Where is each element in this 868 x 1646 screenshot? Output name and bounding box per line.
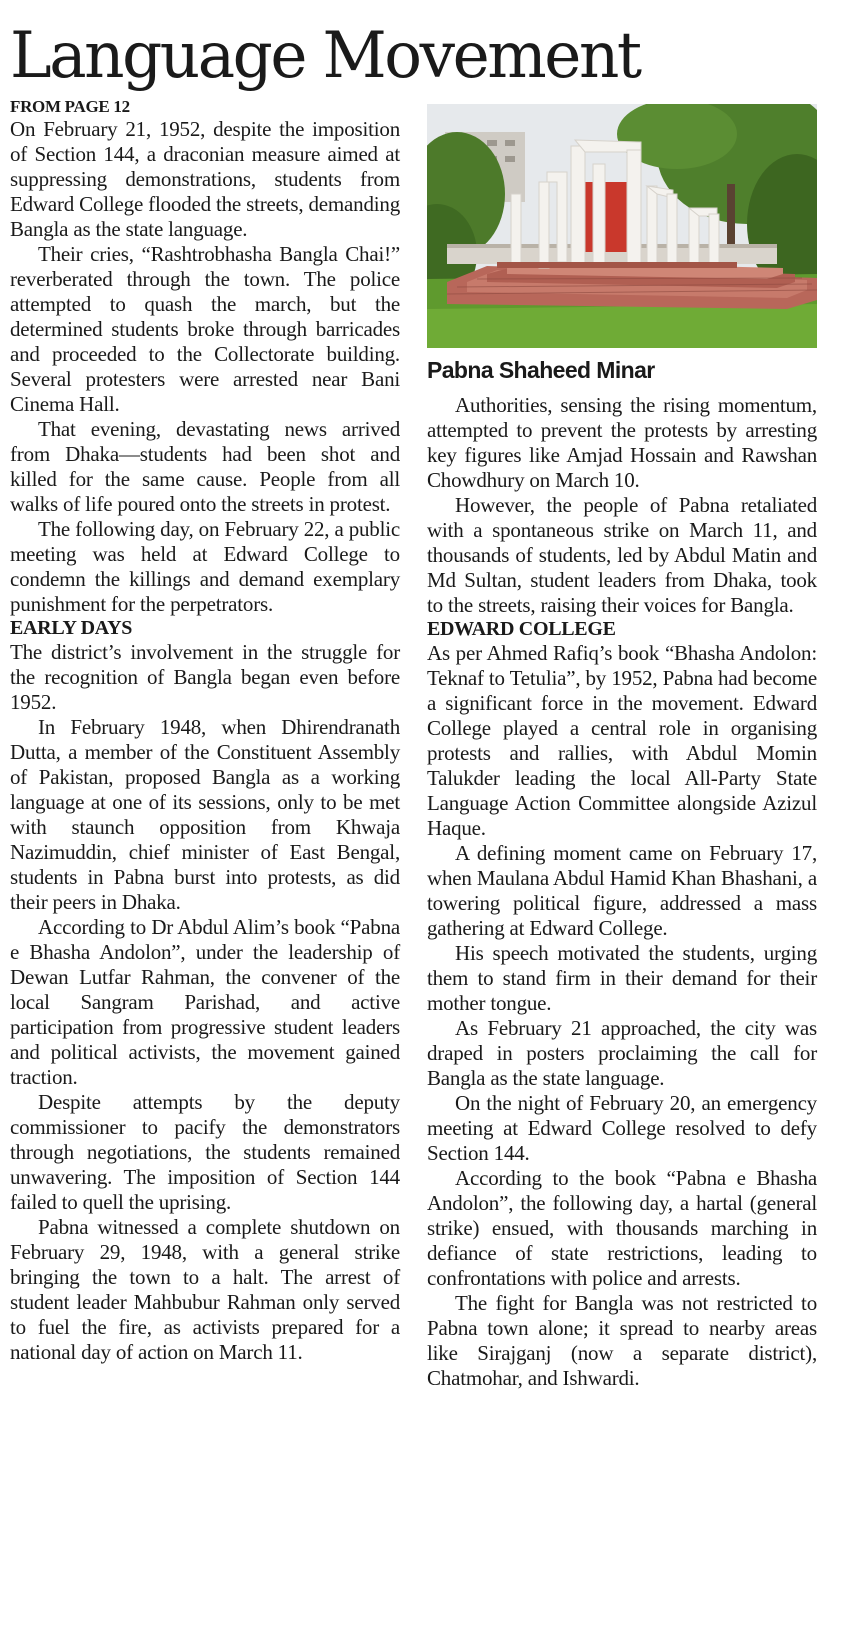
body-paragraph: Despite attempts by the deputy commissioner to pacify the demonstrators through negotiations, the students remained unwavering. The imposition of Section 144 failed to quell the uprising.	[10, 1090, 400, 1214]
body-paragraph: However, the people of Pabna retaliated with a spontaneous strike on March 11, and thousands of students, led by Abdul Matin and Md Sultan, student leaders from Dhaka, took to the streets, raising their voices for Bangla.	[427, 493, 817, 617]
body-paragraph: On February 21, 1952, despite the imposition of Section 144, a draconian measure aimed at suppressing demonstrations, students from Edward College flooded the streets, demanding Bangla as the state language.	[10, 117, 400, 241]
body-paragraph: On the night of February 20, an emergency meeting at Edward College resolved to defy Section 144.	[427, 1091, 817, 1165]
body-paragraph: Pabna witnessed a complete shutdown on February 29, 1948, with a general strike bringing the town to a halt. The arrest of student leader Mahbubur Rahman only served to fuel the fire, as activists prepared for a national day of action on March 11.	[10, 1215, 400, 1364]
body-paragraph: Their cries, “Rashtrobhasha Bangla Chai!” reverberated through the town. The police attempted to quash the march, but the determined students broke through barricades and proceeded to the Collectorate building. Several protesters were arrested near Bani Cinema Hall.	[10, 242, 400, 416]
body-paragraph: Authorities, sensing the rising momentum, attempted to prevent the protests by arresting key figures like Amjad Hossain and Rawshan Chowdhury on March 10.	[427, 393, 817, 492]
body-paragraph: In February 1948, when Dhirendranath Dutta, a member of the Constituent Assembly of Pakistan, proposed Bangla as a working language at one of its sessions, only to be met with staunch opposition from Khwaja Nazimuddin, chief minister of East Bengal, students in Pabna burst into protests, as did their peers in Dhaka.	[10, 715, 400, 914]
pabna-shaheed-minar-photo	[427, 104, 817, 348]
body-paragraph: According to Dr Abdul Alim’s book “Pabna e Bhasha Andolon”, under the leadership of Dewan Lutfar Rahman, the convener of the local Sangram Parishad, and active participation from progressive student leaders and political activists, the movement gained traction.	[10, 915, 400, 1089]
left-column	[10, 97, 400, 1365]
right-column	[427, 97, 817, 1391]
body-paragraph: A defining moment came on February 17, when Maulana Abdul Hamid Khan Bhashani, a towering political figure, addressed a mass gathering at Edward College.	[427, 841, 817, 940]
photo-caption: Pabna Shaheed Minar	[427, 357, 655, 383]
body-paragraph: The following day, on February 22, a public meeting was held at Edward College to condemn the killings and demand exemplary punishment for the perpetrators.	[10, 517, 400, 616]
body-paragraph: As per Ahmed Rafiq’s book “Bhasha Andolon: Teknaf to Tetulia”, by 1952, Pabna had become a significant force in the movement. Edward College played a central role in organising protests and rallies, with Abdul Momin Talukder leading the local All-Party State Language Action Committee alongside Azizul Haque.	[427, 641, 817, 840]
body-paragraph: The district’s involvement in the struggle for the recognition of Bangla began even before 1952.	[10, 640, 400, 714]
body-paragraph: That evening, devastating news arrived from Dhaka—students had been shot and killed for the same cause. People from all walks of life poured onto the streets in protest.	[10, 417, 400, 516]
headline: Language Movement	[10, 19, 640, 93]
from-page-kicker: FROM PAGE 12	[10, 97, 130, 116]
body-paragraph: His speech motivated the students, urging them to stand firm in their demand for their mother tongue.	[427, 941, 817, 1015]
subhead-early-days: EARLY DAYS	[10, 617, 133, 639]
body-paragraph: The fight for Bangla was not restricted to Pabna town alone; it spread to nearby areas like Sirajganj (now a separate district), Chatmohar, and Ishwardi.	[427, 1291, 817, 1390]
body-paragraph: According to the book “Pabna e Bhasha Andolon”, the following day, a hartal (general strike) ensued, with thousands marching in defiance of state restrictions, leading to confrontations with police and arrests.	[427, 1166, 817, 1290]
body-paragraph: As February 21 approached, the city was draped in posters proclaiming the call for Bangla as the state language.	[427, 1016, 817, 1090]
subhead-edward-college: EDWARD COLLEGE	[427, 618, 616, 640]
monument-illustration	[427, 104, 817, 348]
